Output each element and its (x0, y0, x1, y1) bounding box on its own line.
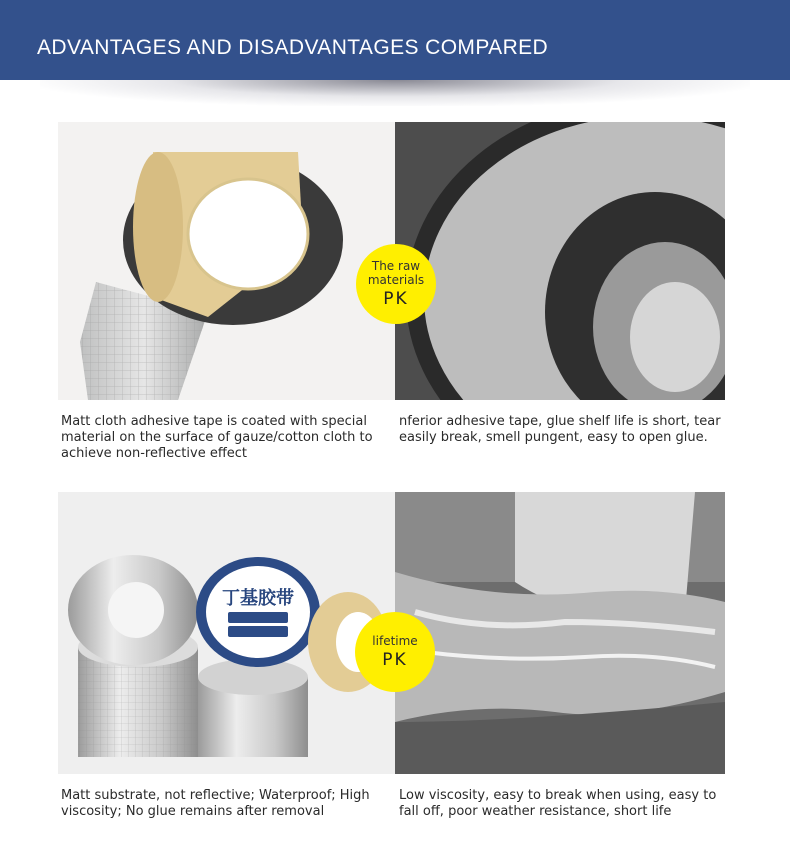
photo-inferior-tape (395, 122, 725, 400)
photo-tape-application (395, 492, 725, 774)
banner-shadow (40, 80, 750, 106)
pk-badge-lifetime (355, 612, 435, 692)
badge-line-1: lifetime (372, 634, 418, 648)
header-banner (0, 0, 790, 80)
badge-pk: PK (383, 289, 409, 309)
caption-matt-substrate: Matt substrate, not reflective; Waterproof; High viscosity; No glue remains after removal (61, 788, 370, 819)
photo-matt-cloth-tape (58, 122, 395, 400)
pk-badge-raw-materials (356, 244, 436, 324)
badge-pk: PK (382, 650, 408, 670)
caption-matt-cloth: Matt cloth adhesive tape is coated with special material on the surface of gauze/cotton cloth to achieve non-reflective effect (61, 414, 373, 461)
caption-low-viscosity: Low viscosity, easy to break when using, easy to fall off, poor weather resistance, short life (399, 788, 717, 819)
page-title: ADVANTAGES AND DISADVANTAGES COMPARED (37, 36, 549, 59)
photo-butyl-tape-products (58, 492, 395, 774)
badge-line-2: materials (367, 273, 425, 287)
product-brand-text: 丁基胶带 (222, 588, 294, 609)
badge-line-1: The raw (371, 259, 421, 273)
caption-inferior: nferior adhesive tape, glue shelf life is short, tear easily break, smell pungent, easy to open glue. (399, 414, 721, 445)
